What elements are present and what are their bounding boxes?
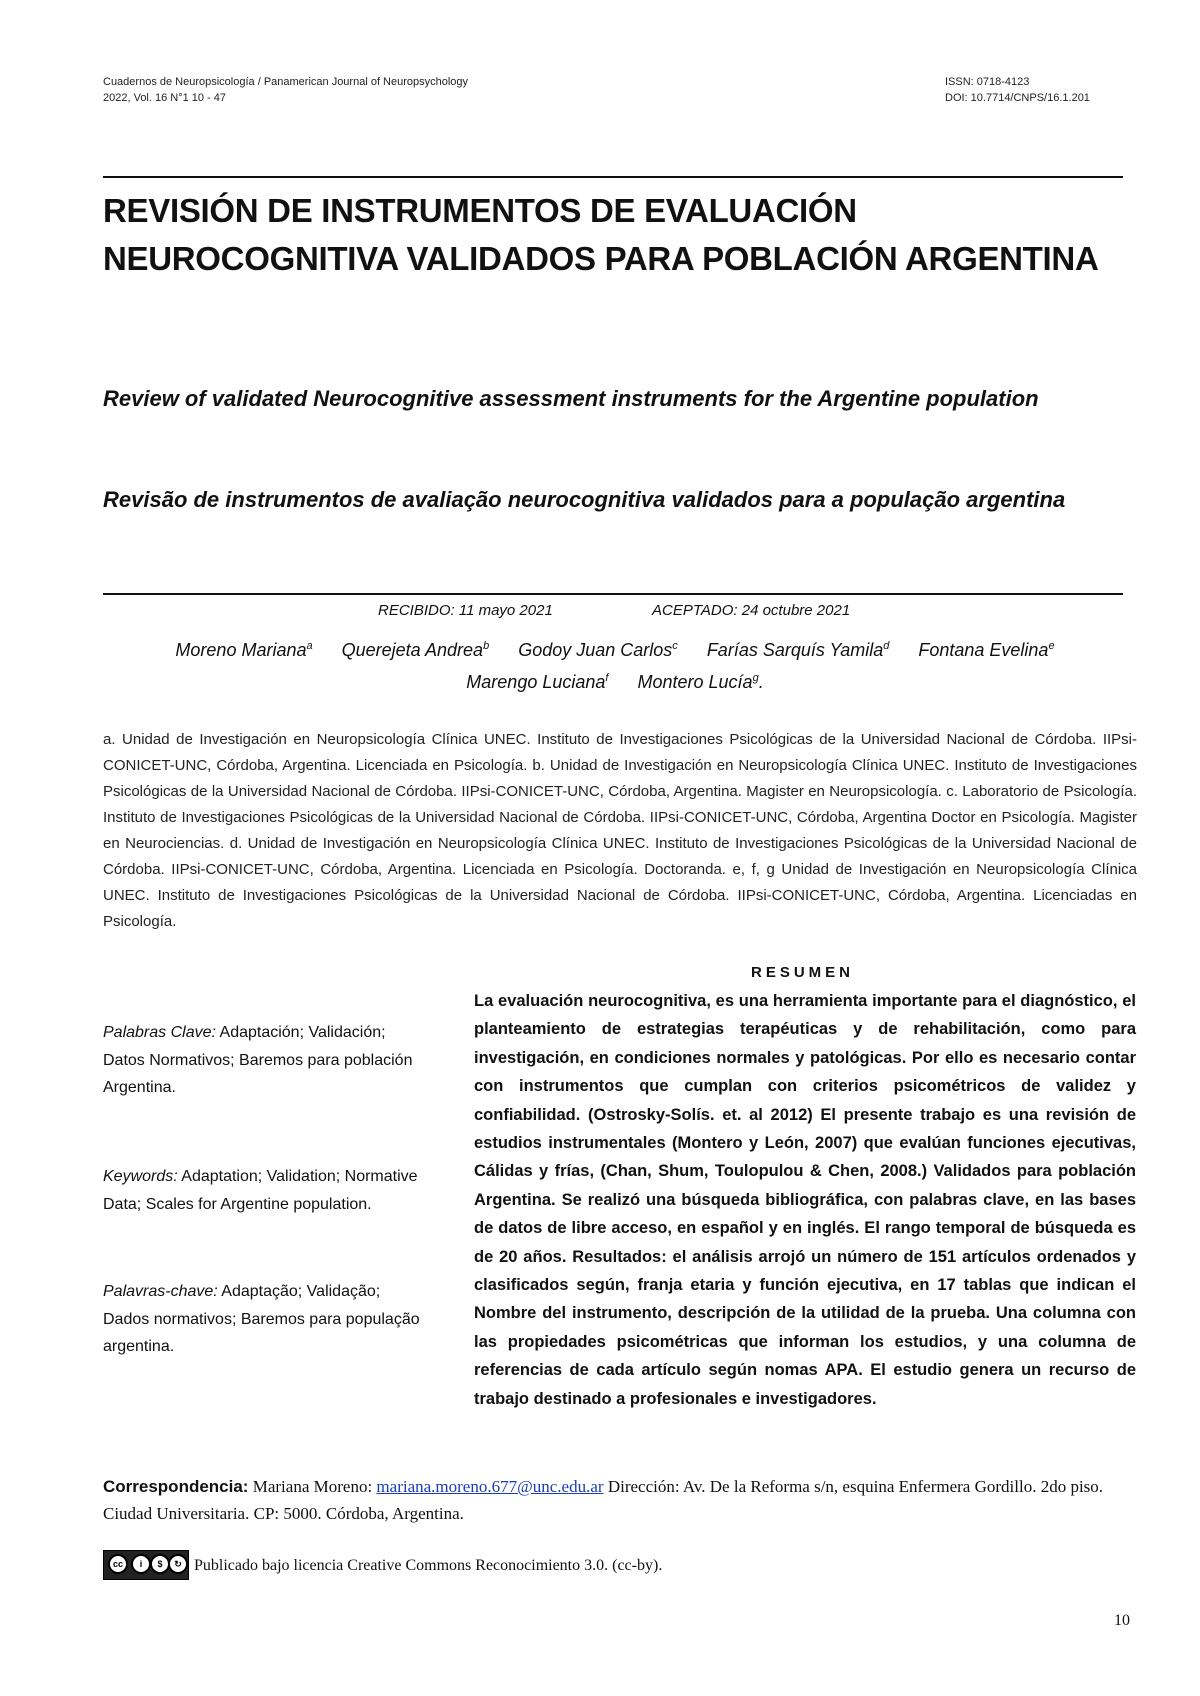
sa-icon: ↻ (168, 1554, 188, 1574)
author: Marengo Luciana$^f$ (466, 672, 609, 692)
authors-line-2 (100, 672, 1130, 693)
nc-icon: $ (150, 1554, 170, 1574)
top-divider (103, 176, 1123, 178)
by-icon: i (131, 1554, 151, 1574)
cc-icon: cc (108, 1554, 128, 1574)
authors-line-1 (100, 640, 1130, 661)
dates-divider (103, 593, 1123, 595)
subtitle-english: Review of validated Neurocognitive assessment instruments for the Argentine population (103, 386, 1039, 411)
author: Querejeta Andrea$^b$ (341, 640, 490, 660)
running-header-right (945, 74, 1090, 106)
keywords-english: Keywords: Adaptation; Validation; Normative Data; Scales for Argentine population. (103, 1168, 418, 1213)
abstract-body: La evaluación neurocognitiva, es una herramienta importante para el diagnóstico, el planteamiento de estrategias terapéuticas y de rehabilitación, como para investigación, en condiciones normales y patológicas. Por ello es necesario contar con instrumentos que cumplan con criterios psicométricos de validez y confiabilidad. (Ostrosky-Solís. et. al 2012) El presente trabajo es una revisión de estudios instrumentales (Montero y León, 2007) que evalúan funciones ejecutivas, Cálidas y frías, (Chan, Shum, Toulopulou & Chen, 2008.) Validados para población Argentina. Se realizó una búsqueda bibliográfica, con palabras clave, en las bases de datos de libre acceso, en español y en inglés. El rango temporal de búsqueda es de 20 años. Resultados: el análisis arrojó un número de 151 artículos ordenados y clasificados según, franja etaria y función ejecutiva, en 17 tablas que indican el Nombre del instrumento, descripción de la utilidad de la prueba. Una columna con las propiedades psicométricas que informan los estudios, y una columna de referencias de cada artículo según nomas APA. El estudio genera un recurso de trabajo destinado a profesionales e investigadores. (474, 992, 1136, 1408)
keywords-spanish: Palabras Clave: Adaptación; Validación; Datos Normativos; Baremos para población Argentina. (103, 1024, 413, 1096)
license-text: Publicado bajo licencia Creative Commons Reconocimiento 3.0. (cc-by). (194, 1557, 663, 1574)
correspondence: Correspondencia: Mariana Moreno: mariana.moreno.677@unc.edu.ar Dirección: Av. De la Reforma s/n, esquina Enfermera Gordillo. 2do piso. Ciudad Universitaria. CP: 5000. Córdoba, Argentina. (103, 1477, 1104, 1523)
keywords-portuguese: Palavras-chave: Adaptação; Validação; Dados normativos; Baremos para população argentina. (103, 1283, 420, 1355)
journal-volume: 2022, Vol. 16 N°1 10 - 47 (103, 92, 227, 104)
journal-issn: ISSN: 0718-4123 (945, 76, 1030, 88)
received-date: RECIBIDO: 11 mayo 2021 (378, 602, 553, 619)
running-header-left (103, 74, 468, 106)
author: Farías Sarquís Yamila$^d$ (706, 640, 890, 660)
author: Montero Lucía$^g$. (637, 672, 764, 692)
author: Godoy Juan Carlos$^c$ (518, 640, 678, 660)
email-link[interactable]: mariana.moreno.677@unc.edu.ar (376, 1477, 604, 1496)
author: Fontana Evelina$^e$ (918, 640, 1055, 660)
journal-name: Cuadernos de Neuropsicología / Panamerican Journal of Neuropsychology (103, 76, 469, 88)
affiliations: a. Unidad de Investigación en Neuropsicología Clínica UNEC. Instituto de Investigaciones Psicológicas de la Universidad Nacional de Córdoba. IIPsi-CONICET-UNC, Córdoba, Argentina. Licenciada en Psicología. b. Unidad de Investigación en Neuropsicología Clínica UNEC. Instituto de Investigaciones Psicológicas de la Universidad Nacional de Córdoba. IIPsi-CONICET-UNC, Córdoba, Argentina. Magister en Neuropsicología. c. Laboratorio de Psicología. Instituto de Investigaciones Psicológicas de la Universidad Nacional de Córdoba. IIPsi-CONICET-UNC, Córdoba, Argentina Doctor en Psicología. Magister en Neurociencias. d. Unidad de Investigación en Neuropsicología Clínica UNEC. Instituto de Investigaciones Psicológicas de la Universidad Nacional de Córdoba. IIPsi-CONICET-UNC, Córdoba, Argentina. Licenciada en Psicología. Doctoranda. e, f, g Unidad de Investigación en Neuropsicología Clínica UNEC. Instituto de Investigaciones Psicológicas de la Universidad Nacional de Córdoba. IIPsi-CONICET-UNC, Córdoba, Argentina. Licenciadas en Psicología. (103, 731, 1137, 930)
author: Moreno Mariana$^a$ (175, 640, 313, 660)
abstract-heading: RESUMEN (751, 964, 855, 981)
subtitle-portuguese: Revisão de instrumentos de avaliação neurocognitiva validados para a população argentina (103, 487, 1066, 512)
journal-doi: DOI: 10.7714/CNPS/16.1.201 (945, 92, 1090, 104)
page-number: 10 (1114, 1612, 1130, 1629)
creative-commons-badge[interactable] (103, 1550, 189, 1580)
article-title: REVISIÓN DE INSTRUMENTOS DE EVALUACIÓN NEUROCOGNITIVA VALIDADOS PARA POBLACIÓN ARGENTINA (103, 192, 1099, 277)
accepted-date: ACEPTADO: 24 octubre 2021 (652, 602, 851, 619)
